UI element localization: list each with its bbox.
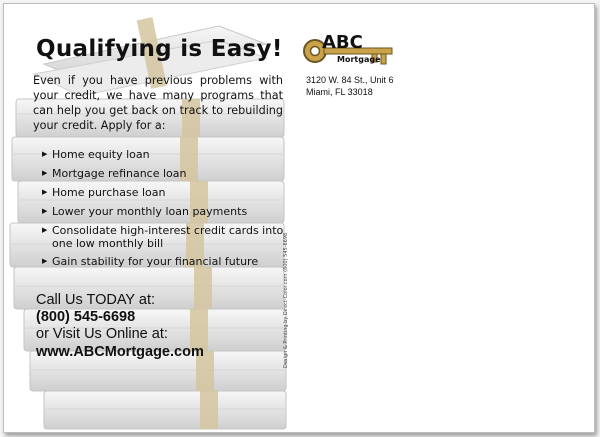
triangle-bullet-icon: ▶ bbox=[42, 207, 48, 215]
call-label: Call Us TODAY at: bbox=[36, 292, 155, 308]
triangle-bullet-icon: ▶ bbox=[42, 188, 48, 196]
phone-number[interactable]: (800) 545-6698 bbox=[36, 309, 136, 325]
loan-options-list bbox=[42, 148, 287, 274]
list-item: ▶ Mortgage refinance loan bbox=[42, 167, 187, 180]
logo-subtitle: Mortgage bbox=[337, 55, 381, 64]
list-item: ▶ Gain stability for your financial future bbox=[42, 255, 259, 268]
list-item: ▶ Lower your monthly loan payments bbox=[42, 205, 248, 218]
address-line-2: Miami, FL 33018 bbox=[306, 87, 373, 97]
list-item: ▶ Consolidate high-interest credit cards into one low monthly bill bbox=[42, 224, 284, 250]
contact-block bbox=[36, 292, 204, 361]
postcard bbox=[3, 3, 595, 433]
visit-label: or Visit Us Online at: bbox=[36, 326, 168, 342]
list-item: ▶ Home purchase loan bbox=[42, 186, 166, 199]
left-panel bbox=[4, 4, 295, 432]
triangle-bullet-icon: ▶ bbox=[42, 257, 48, 265]
list-item: ▶ Home equity loan bbox=[42, 148, 150, 161]
triangle-bullet-icon: ▶ bbox=[42, 226, 48, 234]
website-link[interactable]: www.ABCMortgage.com bbox=[36, 344, 204, 360]
address-block bbox=[306, 74, 394, 98]
triangle-bullet-icon: ▶ bbox=[42, 169, 48, 177]
logo-name: ABC bbox=[322, 32, 363, 53]
triangle-bullet-icon: ▶ bbox=[42, 150, 48, 158]
headline: Qualifying is Easy! bbox=[36, 36, 283, 62]
intro-paragraph: Even if you have previous problems with your credit, we have many programs that can help you get back on track to rebuilding your credit. Apply for a: bbox=[33, 74, 283, 132]
address-line-1: 3120 W. 84 St., Unit 6 bbox=[306, 75, 394, 85]
printer-credit: Design & Printing by Direct-Color.com (800) 545-6698 bbox=[283, 232, 289, 368]
